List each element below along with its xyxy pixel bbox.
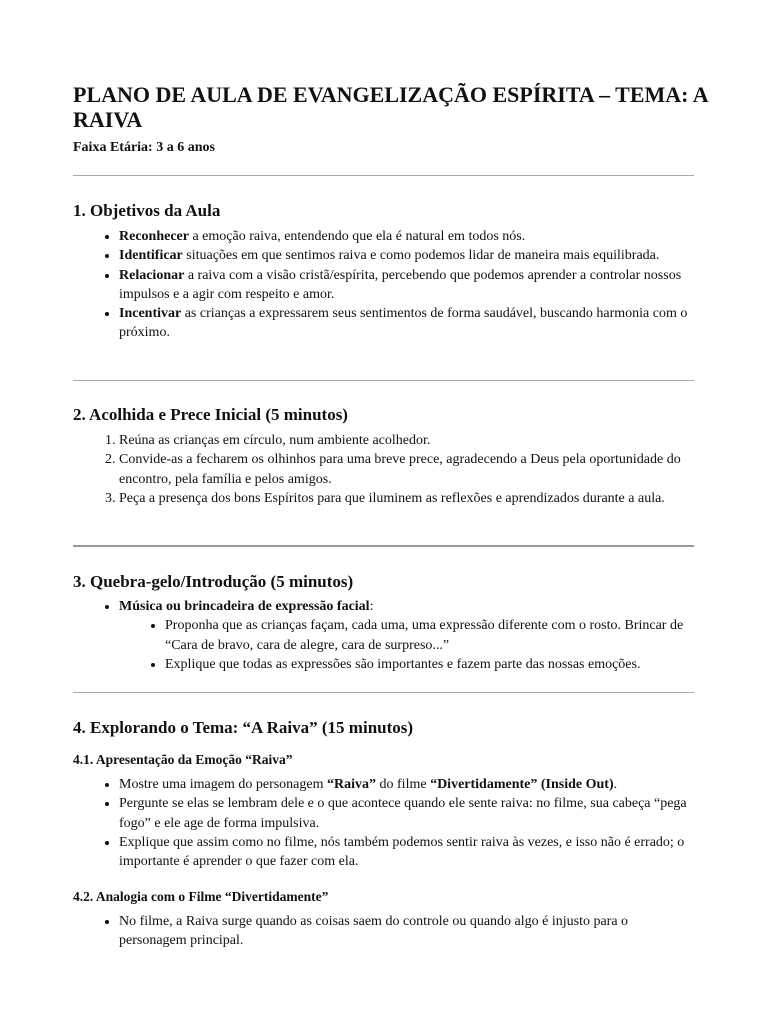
subsection-heading-analogy: 4.2. Analogia com o Filme “Divertidamente” [73,889,329,904]
list-item [119,227,694,246]
divider [73,380,694,381]
list-item [119,266,694,305]
list-item-bold: Música ou brincadeira de expressão facial [119,599,370,614]
list-item [119,775,694,794]
list-item: • Pergunte se elas se lembram dele e o que acontece quando ele sente raiva: no filme, sua cabeça “pega fogo” e ele age de forma impulsiva. [119,794,694,833]
list-item-text: as crianças a expressarem seus sentimentos de forma saudável, buscando harmonia com o próximo. [119,306,688,341]
welcome-steps-list [73,431,694,508]
analogy-list [73,912,694,951]
divider [73,545,694,547]
icebreaker-sublist [119,616,694,674]
list-item-text: : [369,599,374,614]
list-item-bold: Relacionar [119,267,185,283]
list-item-text: . [613,777,618,792]
list-item-bold: “Raiva” [327,777,377,792]
sublist-item: • Proponha que as crianças façam, cada uma, uma expressão diferente com o rosto. Brincar de “Cara de bravo, cara de alegre, cara de surpreso...” [165,616,694,655]
sublist-item: • Explique que todas as expressões são importantes e fazem parte das nossas emoções. [165,655,694,674]
list-item: 2. Convide-as a fecharem os olhinhos para uma breve prece, agradecendo a Deus pela oportunidade do encontro, pela família e pelos amigos. [119,450,694,489]
list-item-bold: Reconhecer [119,229,189,244]
list-item [119,246,694,265]
list-item-bold: Identificar [119,248,183,264]
list-item: • No filme, a Raiva surge quando as coisas saem do controle ou quando algo é injusto para o personagem principal. [119,912,694,951]
age-range-subtitle: Faixa Etária: 3 a 6 anos [73,140,215,155]
objectives-list [73,227,694,343]
list-item-bold: “Divertidamente” (Inside Out) [430,777,614,792]
section-heading-icebreaker: 3. Quebra-gelo/Introdução (5 minutos) [73,572,354,591]
divider [73,692,694,693]
list-item: 3. Peça a presença dos bons Espíritos para que iluminem as reflexões e aprendizados durante a aula. [119,489,694,508]
divider [73,175,694,176]
emotion-list [73,775,694,871]
list-item-bold: Incentivar [119,306,182,322]
list-item: • Explique que assim como no filme, nós também podemos sentir raiva às vezes, e isso não é errado; o importante é aprender o que fazer com ela. [119,833,694,872]
list-item-text: do filme [376,777,431,792]
subsection-heading-emotion: 4.1. Apresentação da Emoção “Raiva” [73,752,293,767]
list-item: 1. Reúna as crianças em círculo, num ambiente acolhedor. [119,431,694,450]
list-item-text: Mostre uma imagem do personagem [119,777,328,792]
section-heading-welcome-prayer: 2. Acolhida e Prece Inicial (5 minutos) [73,405,348,424]
list-item-text: a emoção raiva, entendendo que ela é natural em todos nós. [188,229,526,244]
icebreaker-list [73,597,694,674]
section-heading-objectives: 1. Objetivos da Aula [73,201,221,220]
list-item [119,597,694,674]
page-title: PLANO DE AULA DE EVANGELIZAÇÃO ESPÍRITA – TEMA: A RAIVA [73,82,708,132]
list-item-text: situações em que sentimos raiva e como podemos lidar de maneira mais equilibrada. [182,248,660,264]
list-item [119,304,694,343]
section-heading-exploring-theme: 4. Explorando o Tema: “A Raiva” (15 minutos) [73,718,414,737]
list-item-text: a raiva com a visão cristã/espírita, percebendo que podemos aprender a controlar nossos impulsos e a agir com respeito e amor. [119,267,682,302]
